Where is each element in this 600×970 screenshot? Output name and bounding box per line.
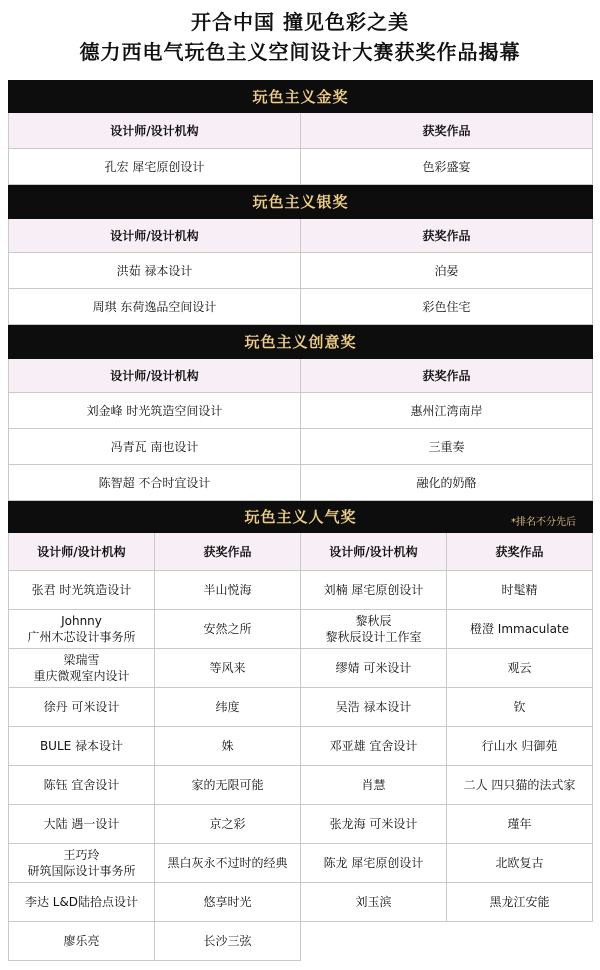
table-row <box>9 844 593 883</box>
table-row <box>9 571 593 610</box>
popular-column-header-row <box>9 533 593 571</box>
table-row <box>9 688 593 727</box>
page-title: 开合中国 撞见色彩之美 <box>191 10 409 34</box>
designer-cell: 大陆 遇一设计 <box>9 805 155 844</box>
designer-cell: Johnny 广州木芯设计事务所 <box>9 610 155 649</box>
work-cell: 观云 <box>447 649 593 688</box>
creative-section-title: 玩色主义创意奖 <box>9 325 593 359</box>
designer-cell: 肖慧 <box>301 766 447 805</box>
table-row <box>9 429 593 465</box>
gold-section-title: 玩色主义金奖 <box>9 81 593 113</box>
designer-cell: 刘金峰 时光筑造空间设计 <box>9 393 301 429</box>
gold-column-header-row <box>9 113 593 149</box>
designer-cell: 刘玉滨 <box>301 883 447 922</box>
table-row <box>9 649 593 688</box>
work-cell: 时髦精 <box>447 571 593 610</box>
work-column-header: 获奖作品 <box>155 533 301 571</box>
work-cell: 惠州江湾南岸 <box>301 393 593 429</box>
creative-section-header <box>9 325 593 359</box>
designer-cell: 陈智超 不合时宜设计 <box>9 465 301 501</box>
table-row <box>9 465 593 501</box>
work-cell: 黑龙江安能 <box>447 883 593 922</box>
designer-cell: 刘楠 犀宅原创设计 <box>301 571 447 610</box>
designer-column-header: 设计师/设计机构 <box>9 219 301 253</box>
work-cell: 三重奏 <box>301 429 593 465</box>
silver-section-title: 玩色主义银奖 <box>9 185 593 219</box>
creative-column-header-row <box>9 359 593 393</box>
designer-column-header: 设计师/设计机构 <box>9 113 301 149</box>
designer-column-header: 设计师/设计机构 <box>9 533 155 571</box>
work-cell: 色彩盛宴 <box>301 149 593 185</box>
designer-cell: 缪婧 可米设计 <box>301 649 447 688</box>
table-row <box>9 727 593 766</box>
table-row <box>9 805 593 844</box>
work-cell: 纬度 <box>155 688 301 727</box>
designer-cell: 梁瑞雪 重庆微观室内设计 <box>9 649 155 688</box>
designer-column-header: 设计师/设计机构 <box>301 533 447 571</box>
designer-cell: 吴浩 禄本设计 <box>301 688 447 727</box>
silver-column-header-row <box>9 219 593 253</box>
work-column-header: 获奖作品 <box>301 113 593 149</box>
work-cell: 橙澄 Immaculate <box>447 610 593 649</box>
table-row <box>9 149 593 185</box>
work-column-header: 获奖作品 <box>447 533 593 571</box>
table-row <box>9 883 593 922</box>
popular-section-cell <box>9 501 593 533</box>
empty-cell <box>301 922 447 961</box>
work-cell: 姝 <box>155 727 301 766</box>
table-row <box>9 289 593 325</box>
awards-table <box>8 80 593 961</box>
work-cell: 钦 <box>447 688 593 727</box>
empty-cell <box>447 922 593 961</box>
work-column-header: 获奖作品 <box>301 219 593 253</box>
work-cell: 泊晏 <box>301 253 593 289</box>
designer-cell: BULE 禄本设计 <box>9 727 155 766</box>
ranking-note: *排名不分先后 <box>511 517 577 528</box>
work-cell: 家的无限可能 <box>155 766 301 805</box>
designer-cell: 张龙海 可米设计 <box>301 805 447 844</box>
work-cell: 二人 四只猫的法式家 <box>447 766 593 805</box>
work-cell: 黑白灰永不过时的经典 <box>155 844 301 883</box>
table-row <box>9 610 593 649</box>
designer-cell: 王巧玲 研筑国际设计事务所 <box>9 844 155 883</box>
work-cell: 悠享时光 <box>155 883 301 922</box>
designer-cell: 陈龙 犀宅原创设计 <box>301 844 447 883</box>
work-cell: 京之彩 <box>155 805 301 844</box>
table-row <box>9 922 593 961</box>
designer-cell: 冯青瓦 南也设计 <box>9 429 301 465</box>
popular-section-title: 玩色主义人气奖 <box>244 507 357 526</box>
work-cell: 长沙三弦 <box>155 922 301 961</box>
designer-cell: 李达 L&D陆拾点设计 <box>9 883 155 922</box>
table-row <box>9 253 593 289</box>
work-column-header: 获奖作品 <box>301 359 593 393</box>
work-cell: 安然之所 <box>155 610 301 649</box>
designer-cell: 徐丹 可米设计 <box>9 688 155 727</box>
designer-cell: 孔宏 犀宅原创设计 <box>9 149 301 185</box>
designer-cell: 张君 时光筑造设计 <box>9 571 155 610</box>
page-header <box>0 0 600 80</box>
work-cell: 融化的奶酪 <box>301 465 593 501</box>
silver-section-header <box>9 185 593 219</box>
designer-cell: 周琪 东荷逸品空间设计 <box>9 289 301 325</box>
designer-column-header: 设计师/设计机构 <box>9 359 301 393</box>
designer-cell: 邓亚雄 宜舍设计 <box>301 727 447 766</box>
work-cell: 半山悦海 <box>155 571 301 610</box>
table-row <box>9 766 593 805</box>
gold-section-header <box>9 81 593 113</box>
designer-cell: 陈钰 宜舍设计 <box>9 766 155 805</box>
work-cell: 等风来 <box>155 649 301 688</box>
work-cell: 北欧复古 <box>447 844 593 883</box>
work-cell: 瑾年 <box>447 805 593 844</box>
designer-cell: 廖乐亮 <box>9 922 155 961</box>
page-subtitle: 德力西电气玩色主义空间设计大赛获奖作品揭幕 <box>79 40 521 64</box>
popular-section-header <box>9 501 593 533</box>
designer-cell: 黎秋辰 黎秋辰设计工作室 <box>301 610 447 649</box>
table-row <box>9 393 593 429</box>
work-cell: 彩色住宅 <box>301 289 593 325</box>
work-cell: 行山水 归御苑 <box>447 727 593 766</box>
designer-cell: 洪茹 禄本设计 <box>9 253 301 289</box>
